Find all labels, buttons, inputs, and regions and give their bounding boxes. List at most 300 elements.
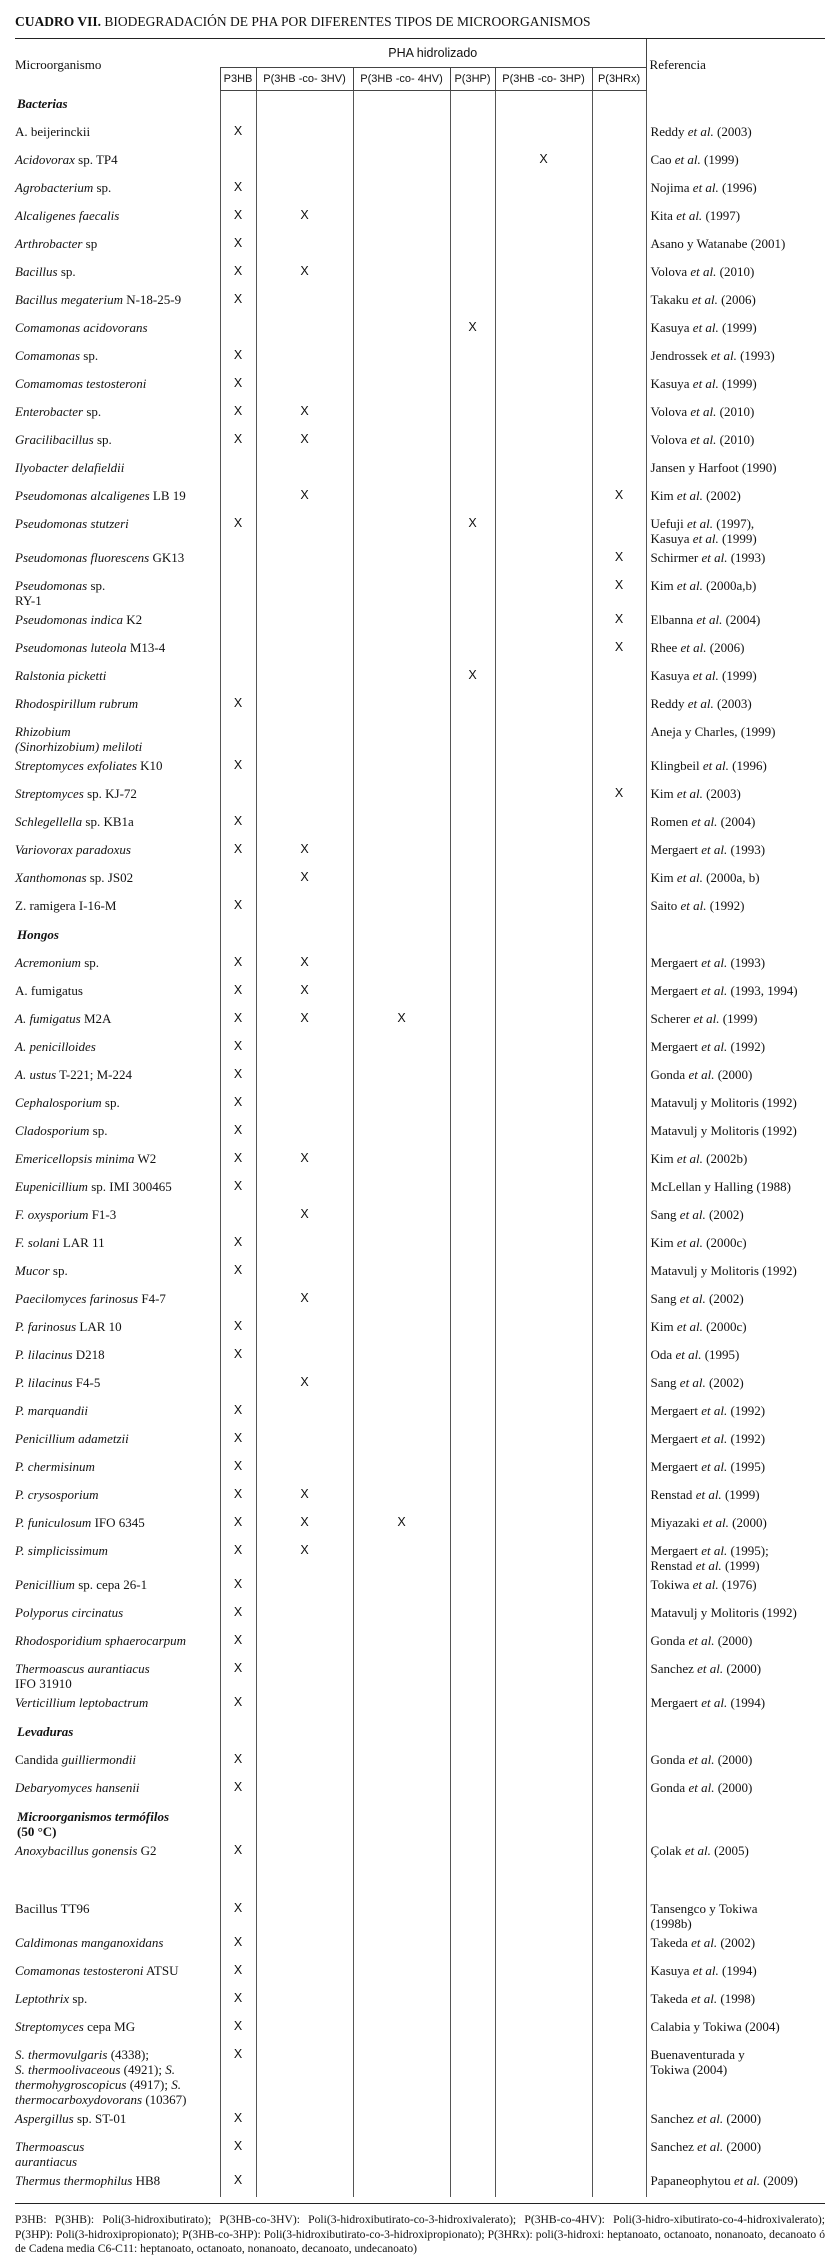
empty-cell [592,1371,646,1399]
et-al: et al. [701,1695,728,1710]
reference-author: Sanchez [650,2139,694,2154]
organism-cell [15,428,220,456]
reference-cell [646,720,825,754]
col-header-pha-5: P(3HB -co- 3HP) [495,68,592,91]
empty-cell [256,546,353,574]
hydrolysis-mark: X [220,1035,256,1063]
table-row [15,456,825,484]
organism-cell [15,2107,220,2135]
empty-cell [353,1573,450,1601]
empty-cell [256,372,353,400]
empty-cell [353,372,450,400]
empty-cell [592,1035,646,1063]
organism-name: Ilyobacter delafieldii [15,460,125,475]
reference-year: (1999) [722,668,757,683]
empty-cell [353,1601,450,1629]
empty-cell [450,260,495,288]
table-row [15,1119,825,1147]
organism-name: Acremonium [15,955,81,970]
reference-cell [646,1007,825,1035]
table-row [15,232,825,260]
empty-cell [256,1259,353,1287]
organism-strain: sp. [80,955,100,970]
reference-cell [646,176,825,204]
reference-cell [646,1839,825,1897]
organism-strain: W2 [134,1151,157,1166]
organism-name: Alcaligenes faecalis [15,208,120,223]
empty-cell [495,1175,592,1203]
empty-cell [353,1959,450,1987]
organism-cell [15,1776,220,1804]
et-al: et al. [687,516,714,531]
reference-author: Sang [650,1291,677,1306]
empty-cell [353,316,450,344]
empty-cell [495,754,592,782]
empty-cell [495,1063,592,1091]
reference-year: (2000) [726,2139,762,2154]
organism-name: Verticillium leptobactrum [15,1695,149,1710]
section-name: Hongos [17,927,59,942]
table-row [15,810,825,838]
empty-cell [353,484,450,512]
et-al: et al. [688,1752,715,1767]
table-row [15,692,825,720]
organism-cell [15,1175,220,1203]
table-row [15,204,825,232]
empty-cell [450,1427,495,1455]
empty-cell [592,1897,646,1931]
reference-author: Aneja y Charles, (1999) [650,724,776,739]
empty-cell [450,574,495,608]
organism-strain: TT96 [57,1901,90,1916]
reference-author: Volova [650,404,688,419]
empty-cell [495,344,592,372]
reference-cell [646,316,825,344]
hydrolysis-mark: X [220,1573,256,1601]
reference-year: (1999) [722,1011,758,1026]
empty-cell [450,2169,495,2197]
reference-author: Mergaert [650,1039,698,1054]
empty-cell [256,720,353,754]
organism-name: Polyporus circinatus [15,1605,124,1620]
reference-author: Tokiwa [650,1577,690,1592]
table-row [15,951,825,979]
organism-cell [15,1748,220,1776]
table-row [15,1511,825,1539]
table-number: CUADRO VII. [15,14,102,29]
empty-cell [495,456,592,484]
empty-cell [353,148,450,176]
organism-strain: F4-5 [72,1375,101,1390]
empty-cell [256,2015,353,2043]
hydrolysis-mark: X [220,754,256,782]
empty-cell [495,91,592,121]
organism-cell [15,2169,220,2197]
reference-author: Papaneophytou [650,2173,731,2188]
organism-strain: sp. KB1a [82,814,134,829]
organism-cell [15,1483,220,1511]
et-al: et al. [696,612,723,627]
organism-name: Anoxybacillus gonensis [15,1843,138,1858]
empty-cell [592,951,646,979]
empty-cell [353,288,450,316]
hydrolysis-mark: X [220,1399,256,1427]
reference-author: Volova [650,264,688,279]
empty-cell [220,1371,256,1399]
reference-cell [646,1147,825,1175]
empty-cell [592,1063,646,1091]
reference-year: (2002) [709,1207,744,1222]
reference-cell [646,608,825,636]
reference-author-2: Kasuya [650,531,690,546]
reference-cell [646,148,825,176]
reference-author: Matavulj y Molitoris (1992) [650,1263,797,1278]
reference-cell [646,1259,825,1287]
table-row [15,1573,825,1601]
table-row [15,316,825,344]
organism-strain: sp. JS02 [86,870,134,885]
empty-cell [353,1539,450,1573]
et-al: et al. [692,180,719,195]
organism-cell [15,260,220,288]
empty-cell [495,894,592,922]
et-al: et al. [688,1633,715,1648]
reference-cell [646,232,825,260]
reference-author: Takeda [650,1935,688,1950]
et-al: et al. [691,292,718,307]
organism-name-2: (Sinorhizobium) meliloti [15,739,143,754]
hydrolysis-mark: X [495,148,592,176]
reference-author: Elbanna [650,612,694,627]
col-header-pha-6: P(3HRx) [592,68,646,91]
et-al: et al. [692,668,719,683]
empty-cell [220,866,256,894]
hydrolysis-mark: X [256,484,353,512]
organism-cell [15,1987,220,2015]
table-row [15,1455,825,1483]
empty-cell [353,2135,450,2169]
reference-author: Kim [650,578,674,593]
empty-cell [256,1063,353,1091]
empty-cell [353,2015,450,2043]
empty-cell [495,1959,592,1987]
organism-strain: ATSU [143,1963,179,1978]
hydrolysis-mark: X [220,1657,256,1691]
table-row [15,664,825,692]
hydrolysis-mark: X [220,120,256,148]
empty-cell [495,372,592,400]
et-al: et al. [690,404,717,419]
organism-cell [15,1007,220,1035]
reference-year: (1976) [721,1577,757,1592]
empty-cell [592,400,646,428]
empty-cell [592,1776,646,1804]
empty-cell [256,2043,353,2107]
empty-cell [220,1804,256,1839]
organism-name: Caldimonas manganoxidans [15,1935,164,1950]
reference-cell [646,782,825,810]
table-row [15,979,825,1007]
organism-cell [15,720,220,754]
reference-author: McLellan y Halling (1988) [650,1179,791,1194]
reference-cell [646,754,825,782]
empty-cell [353,1691,450,1719]
hydrolysis-mark: X [256,428,353,456]
organism-strain: sp. [93,432,112,447]
organism-cell [15,148,220,176]
empty-cell [495,1315,592,1343]
organism-name: Pseudomonas luteola [15,640,127,655]
empty-cell [592,692,646,720]
col-header-pha-1: P3HB [220,68,256,91]
organism-cell [15,1343,220,1371]
table-row [15,400,825,428]
empty-cell [495,664,592,692]
et-al: et al. [695,1487,722,1502]
hydrolysis-mark: X [220,288,256,316]
table-row [15,1035,825,1063]
reference-year: (1995) [730,1459,766,1474]
organism-strain: sp. cepa 26-1 [74,1577,148,1592]
organism-cell [15,1931,220,1959]
table-row [15,148,825,176]
hydrolysis-mark: X [220,204,256,232]
empty-cell [450,636,495,664]
reference-author: Sanchez [650,2111,694,2126]
reference-author: Matavulj y Molitoris (1992) [650,1605,797,1620]
empty-cell [353,344,450,372]
table-row [15,260,825,288]
reference-cell [646,372,825,400]
empty-cell [450,1175,495,1203]
hydrolysis-mark: X [256,838,353,866]
empty-cell [256,574,353,608]
empty-cell [353,1931,450,1959]
empty-cell [220,664,256,692]
organism-cell [15,1147,220,1175]
organism-cell [15,1839,220,1897]
hydrolysis-mark: X [256,1539,353,1573]
table-row [15,484,825,512]
empty-cell [495,2107,592,2135]
table-row [15,1776,825,1804]
reference-author: Jendrossek [650,348,708,363]
organism-name: S. thermovulgaris [15,2047,108,2062]
hydrolysis-mark: X [220,838,256,866]
pha-table [15,38,825,2197]
table-row [15,120,825,148]
empty-cell [353,1748,450,1776]
table-row [15,1231,825,1259]
empty-cell [353,400,450,428]
empty-cell [353,1455,450,1483]
et-al: et al. [701,983,728,998]
reference-year: (2000c) [706,1235,747,1250]
hydrolysis-mark: X [220,894,256,922]
empty-cell [256,1091,353,1119]
reference-cell [646,1399,825,1427]
organism-cell [15,1287,220,1315]
empty-cell [256,120,353,148]
reference-author: Mergaert [650,1695,698,1710]
empty-cell [353,204,450,232]
empty-cell [256,1343,353,1371]
et-al: et al. [701,842,728,857]
reference-cell [646,2169,825,2197]
section-header [15,922,825,951]
reference-cell [646,866,825,894]
empty-cell [592,1147,646,1175]
reference-cell [646,636,825,664]
reference-author: Kim [650,1319,674,1334]
empty-cell [592,1748,646,1776]
table-row [15,1931,825,1959]
empty-cell [353,1719,450,1748]
empty-cell [495,1987,592,2015]
empty-cell [450,1455,495,1483]
empty-cell [450,546,495,574]
empty-cell [256,664,353,692]
empty-cell [256,1629,353,1657]
empty-cell [256,1839,353,1897]
hydrolysis-mark: X [220,344,256,372]
empty-cell [450,204,495,232]
empty-cell [450,1691,495,1719]
et-al: et al. [690,432,717,447]
empty-cell [450,1657,495,1691]
empty-cell [353,91,450,121]
empty-cell [353,512,450,546]
reference-author: Reddy [650,696,685,711]
empty-cell [256,512,353,546]
empty-cell [495,1804,592,1839]
empty-cell [592,1483,646,1511]
reference-author: Mergaert [650,842,698,857]
empty-cell [495,2135,592,2169]
table-row [15,2015,825,2043]
table-row [15,176,825,204]
organism-cell [15,979,220,1007]
empty-cell [450,1629,495,1657]
et-al: et al. [676,1151,703,1166]
hydrolysis-mark: X [220,1748,256,1776]
reference-year: (2000) [732,1515,767,1530]
empty-cell [592,810,646,838]
empty-cell [353,176,450,204]
empty-cell [495,692,592,720]
organism-name: Pseudomonas indica [15,612,123,627]
et-al: et al. [692,376,719,391]
table-row [15,1175,825,1203]
reference-cell [646,1539,825,1573]
empty-cell [592,1931,646,1959]
reference-author: Mergaert [650,1459,698,1474]
reference-year: (2010) [719,264,755,279]
organism-cell [15,512,220,546]
reference-year: (2002) [709,1375,744,1390]
empty-cell [353,1399,450,1427]
empty-cell [353,1175,450,1203]
empty-cell [256,1119,353,1147]
organism-strain-4: (10367) [142,2092,187,2107]
organism-strain: sp. [87,578,106,593]
empty-cell [256,922,353,951]
hydrolysis-mark: X [256,400,353,428]
empty-cell [450,1063,495,1091]
empty-cell [450,782,495,810]
table-row [15,838,825,866]
reference-year: (2006) [709,640,745,655]
col-header-reference: Referencia [646,39,825,91]
reference-cell [646,512,825,546]
empty-cell [353,1343,450,1371]
section-title [15,1804,220,1839]
empty-cell [353,1987,450,2015]
empty-cell [592,1259,646,1287]
reference-year: (2004) [725,612,761,627]
empty-cell [256,2169,353,2197]
empty-cell [592,1427,646,1455]
organism-cell [15,456,220,484]
table-row [15,1959,825,1987]
organism-name: P. farinosus [15,1319,77,1334]
reference-cell [646,979,825,1007]
reference-cell [646,1511,825,1539]
empty-cell [495,1259,592,1287]
organism-name: Schlegellella [15,814,83,829]
empty-cell [256,692,353,720]
hydrolysis-mark: X [353,1007,450,1035]
reference-author: Romen [650,814,689,829]
empty-cell [450,1539,495,1573]
reference-cell [646,838,825,866]
empty-cell [450,1748,495,1776]
hydrolysis-mark: X [220,1691,256,1719]
et-al: et al. [676,786,703,801]
col-header-pha-4: P(3HP) [450,68,495,91]
organism-strain: sp. [83,404,102,419]
organism-name: Gracilibacillus [15,432,94,447]
empty-cell [256,754,353,782]
reference-year: (1998) [720,1991,756,2006]
organism-strain: N-18-25-9 [122,292,182,307]
organism-cell [15,1203,220,1231]
empty-cell [353,1203,450,1231]
reference-cell [646,1959,825,1987]
hydrolysis-mark: X [220,1776,256,1804]
empty-cell [592,922,646,951]
reference-year: (2000a,b) [706,578,757,593]
empty-cell [353,1629,450,1657]
empty-cell [450,692,495,720]
hydrolysis-mark: X [220,2169,256,2197]
table-row [15,1259,825,1287]
et-al: et al. [688,1780,715,1795]
reference-author: Kim [650,1235,674,1250]
empty-cell [450,1897,495,1931]
reference-year: (1995) [704,1347,740,1362]
reference-cell [646,1931,825,1959]
organism-name-2: aurantiacus [15,2154,78,2169]
empty-cell [353,810,450,838]
organism-name: Thermoascus [15,2139,85,2154]
organism-cell [15,754,220,782]
empty-cell [495,176,592,204]
hydrolysis-mark: X [256,979,353,1007]
organism-strain: D218 [72,1347,105,1362]
empty-cell [353,1427,450,1455]
hydrolysis-mark: X [220,1539,256,1573]
